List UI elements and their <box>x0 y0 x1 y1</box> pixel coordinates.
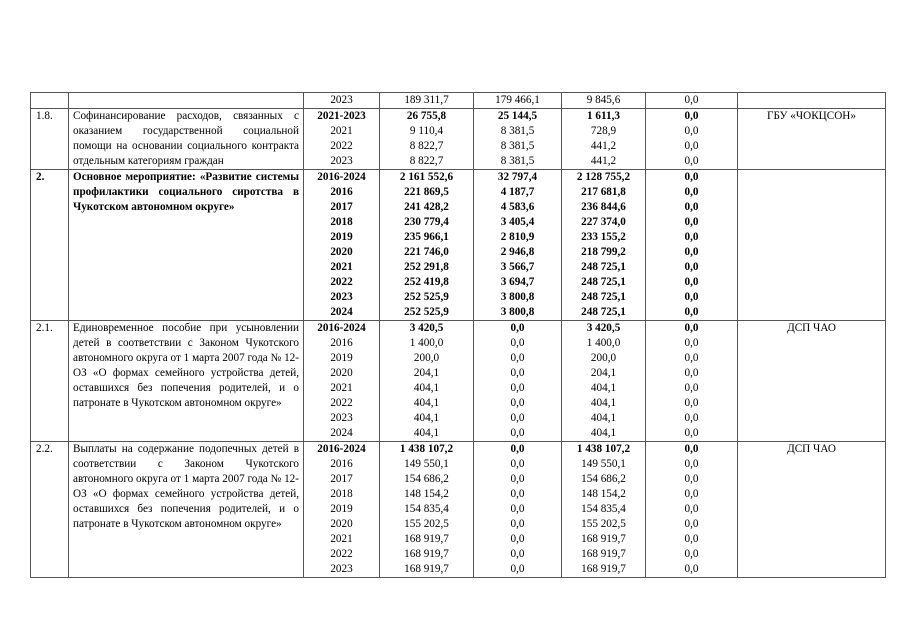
regional-budget-cell: 168 919,7 <box>581 563 626 575</box>
year-cell: 2021 <box>330 382 353 394</box>
total-amount-cell: 404,1 <box>413 382 440 394</box>
regional-budget-cell: 168 919,7 <box>581 548 626 560</box>
regional-budget-column <box>562 170 646 321</box>
federal-budget-cell: 8 381,5 <box>500 155 535 167</box>
regional-budget-cell: 404,1 <box>590 382 617 394</box>
other-sources-cell: 0,0 <box>684 397 699 409</box>
year-cell: 2016 <box>330 186 353 198</box>
year-cell: 2022 <box>330 276 353 288</box>
total-amount-cell: 252 291,8 <box>404 261 449 273</box>
year-cell: 2021 <box>330 261 353 273</box>
total-amount-cell: 2 161 552,6 <box>399 171 454 183</box>
federal-budget-cell: 0,0 <box>510 337 525 349</box>
total-amount-cell: 168 919,7 <box>404 563 449 575</box>
regional-budget-cell: 3 420,5 <box>586 322 621 334</box>
total-amount-column <box>380 93 474 109</box>
regional-budget-cell: 233 155,2 <box>581 231 626 243</box>
other-sources-cell: 0,0 <box>684 186 699 198</box>
total-amount-cell: 1 438 107,2 <box>399 443 454 455</box>
other-sources-cell: 0,0 <box>684 548 699 560</box>
regional-budget-cell: 248 725,1 <box>581 291 626 303</box>
other-sources-cell: 0,0 <box>684 367 699 379</box>
regional-budget-cell: 728,9 <box>590 125 617 137</box>
regional-budget-cell: 2 128 755,2 <box>576 171 631 183</box>
regional-budget-cell: 1 438 107,2 <box>576 443 631 455</box>
regional-budget-column <box>562 109 646 170</box>
total-amount-cell: 404,1 <box>413 427 440 439</box>
federal-budget-cell: 4 187,7 <box>500 186 535 198</box>
regional-budget-cell: 149 550,1 <box>581 458 626 470</box>
table-row <box>31 93 886 109</box>
total-amount-cell: 189 311,7 <box>404 94 449 106</box>
year-cell: 2020 <box>330 518 353 530</box>
year-cell: 2019 <box>330 352 353 364</box>
other-sources-cell: 0,0 <box>684 458 699 470</box>
year-column <box>304 442 380 578</box>
year-cell: 2023 <box>330 563 353 575</box>
year-cell: 2022 <box>330 397 353 409</box>
year-cell: 2016-2024 <box>317 443 366 455</box>
other-sources-cell: 0,0 <box>684 276 699 288</box>
regional-budget-cell: 200,0 <box>590 352 617 364</box>
federal-budget-column <box>474 170 562 321</box>
total-amount-column <box>380 442 474 578</box>
year-column <box>304 109 380 170</box>
year-cell: 2020 <box>330 367 353 379</box>
federal-budget-cell: 0,0 <box>510 352 525 364</box>
total-amount-cell: 241 428,2 <box>404 201 449 213</box>
other-sources-column <box>646 93 738 109</box>
other-sources-cell: 0,0 <box>684 322 699 334</box>
year-cell: 2021 <box>330 533 353 545</box>
year-cell: 2016-2024 <box>317 171 366 183</box>
total-amount-cell: 252 525,9 <box>404 291 449 303</box>
regional-budget-cell: 248 725,1 <box>581 276 626 288</box>
year-cell: 2023 <box>330 155 353 167</box>
federal-budget-cell: 0,0 <box>510 503 525 515</box>
other-sources-cell: 0,0 <box>684 488 699 500</box>
executor-cell: ДСП ЧАО <box>738 442 886 578</box>
year-cell: 2024 <box>330 427 353 439</box>
regional-budget-cell: 404,1 <box>590 412 617 424</box>
table-row <box>31 109 886 170</box>
item-number-cell: 2.1. <box>31 321 69 442</box>
item-description-cell: Выплаты на содержание подопечных детей в соответствии с Законом Чукотского автономного округа от 1 марта 2007 года № 12-ОЗ «О формах семейного устройства детей, оставшихся без попечения родителей, и о патронате в Чукотском автономном округе» <box>69 442 304 578</box>
year-cell: 2024 <box>330 306 353 318</box>
other-sources-cell: 0,0 <box>684 140 699 152</box>
total-amount-cell: 168 919,7 <box>404 533 449 545</box>
total-amount-cell: 1 400,0 <box>409 337 444 349</box>
year-cell: 2016-2024 <box>317 322 366 334</box>
total-amount-cell: 200,0 <box>413 352 440 364</box>
year-cell: 2019 <box>330 503 353 515</box>
year-cell: 2018 <box>330 216 353 228</box>
federal-budget-cell: 0,0 <box>510 488 525 500</box>
other-sources-cell: 0,0 <box>684 443 699 455</box>
federal-budget-cell: 0,0 <box>510 443 525 455</box>
total-amount-cell: 204,1 <box>413 367 440 379</box>
regional-budget-column <box>562 321 646 442</box>
federal-budget-cell: 0,0 <box>510 458 525 470</box>
item-number-cell: 2. <box>31 170 69 321</box>
federal-budget-cell: 3 566,7 <box>500 261 535 273</box>
total-amount-column <box>380 109 474 170</box>
year-cell: 2022 <box>330 548 353 560</box>
federal-budget-cell: 0,0 <box>510 473 525 485</box>
year-column <box>304 170 380 321</box>
table-row <box>31 170 886 321</box>
item-description-cell: Единовременное пособие при усыновлении детей в соответствии с Законом Чукотского автономного округа от 1 марта 2007 года № 12-ОЗ «О формах семейного устройства детей, оставшихся без попечения родителей, и о патронате в Чукотском автономном округе» <box>69 321 304 442</box>
executor-cell <box>738 93 886 109</box>
federal-budget-column <box>474 321 562 442</box>
item-description-cell <box>69 93 304 109</box>
federal-budget-column <box>474 109 562 170</box>
federal-budget-cell: 8 381,5 <box>500 140 535 152</box>
other-sources-cell: 0,0 <box>684 563 699 575</box>
other-sources-cell: 0,0 <box>684 306 699 318</box>
year-cell: 2023 <box>330 94 353 106</box>
total-amount-cell: 154 835,4 <box>404 503 449 515</box>
federal-budget-cell: 0,0 <box>510 397 525 409</box>
total-amount-cell: 148 154,2 <box>404 488 449 500</box>
table-row <box>31 442 886 578</box>
other-sources-cell: 0,0 <box>684 110 699 122</box>
regional-budget-cell: 404,1 <box>590 397 617 409</box>
year-cell: 2020 <box>330 246 353 258</box>
other-sources-cell: 0,0 <box>684 171 699 183</box>
regional-budget-cell: 227 374,0 <box>581 216 626 228</box>
federal-budget-cell: 8 381,5 <box>500 125 535 137</box>
year-column <box>304 93 380 109</box>
federal-budget-cell: 3 800,8 <box>500 291 535 303</box>
year-cell: 2023 <box>330 291 353 303</box>
year-cell: 2019 <box>330 231 353 243</box>
other-sources-cell: 0,0 <box>684 473 699 485</box>
regional-budget-cell: 217 681,8 <box>581 186 626 198</box>
federal-budget-cell: 0,0 <box>510 412 525 424</box>
other-sources-column <box>646 321 738 442</box>
total-amount-cell: 221 869,5 <box>404 186 449 198</box>
other-sources-cell: 0,0 <box>684 94 699 106</box>
executor-cell: ДСП ЧАО <box>738 321 886 442</box>
other-sources-cell: 0,0 <box>684 216 699 228</box>
federal-budget-cell: 0,0 <box>510 382 525 394</box>
federal-budget-cell: 0,0 <box>510 322 525 334</box>
regional-budget-cell: 154 686,2 <box>581 473 626 485</box>
regional-budget-cell: 441,2 <box>590 155 617 167</box>
total-amount-cell: 155 202,5 <box>404 518 449 530</box>
regional-budget-cell: 1 400,0 <box>586 337 621 349</box>
other-sources-cell: 0,0 <box>684 261 699 273</box>
other-sources-cell: 0,0 <box>684 291 699 303</box>
other-sources-column <box>646 109 738 170</box>
regional-budget-column <box>562 93 646 109</box>
other-sources-cell: 0,0 <box>684 518 699 530</box>
total-amount-cell: 149 550,1 <box>404 458 449 470</box>
total-amount-cell: 8 822,7 <box>409 155 444 167</box>
other-sources-cell: 0,0 <box>684 246 699 258</box>
other-sources-cell: 0,0 <box>684 201 699 213</box>
total-amount-cell: 154 686,2 <box>404 473 449 485</box>
total-amount-cell: 221 746,0 <box>404 246 449 258</box>
table-row <box>31 321 886 442</box>
other-sources-cell: 0,0 <box>684 337 699 349</box>
year-cell: 2021-2023 <box>317 110 366 122</box>
federal-budget-cell: 0,0 <box>510 518 525 530</box>
other-sources-cell: 0,0 <box>684 503 699 515</box>
federal-budget-cell: 2 810,9 <box>500 231 535 243</box>
regional-budget-cell: 155 202,5 <box>581 518 626 530</box>
other-sources-cell: 0,0 <box>684 533 699 545</box>
regional-budget-column <box>562 442 646 578</box>
federal-budget-cell: 0,0 <box>510 533 525 545</box>
year-column <box>304 321 380 442</box>
regional-budget-cell: 148 154,2 <box>581 488 626 500</box>
total-amount-cell: 3 420,5 <box>409 322 444 334</box>
regional-budget-cell: 1 611,3 <box>587 110 620 122</box>
total-amount-cell: 252 419,8 <box>404 276 449 288</box>
federal-budget-column <box>474 93 562 109</box>
year-cell: 2018 <box>330 488 353 500</box>
federal-budget-column <box>474 442 562 578</box>
other-sources-cell: 0,0 <box>684 412 699 424</box>
executor-cell <box>738 170 886 321</box>
other-sources-cell: 0,0 <box>684 352 699 364</box>
other-sources-column <box>646 442 738 578</box>
other-sources-cell: 0,0 <box>684 125 699 137</box>
regional-budget-cell: 441,2 <box>590 140 617 152</box>
other-sources-cell: 0,0 <box>684 382 699 394</box>
federal-budget-cell: 2 946,8 <box>500 246 535 258</box>
item-number-cell: 1.8. <box>31 109 69 170</box>
total-amount-column <box>380 170 474 321</box>
total-amount-column <box>380 321 474 442</box>
total-amount-cell: 9 110,4 <box>409 125 444 137</box>
federal-budget-cell: 0,0 <box>510 367 525 379</box>
regional-budget-cell: 168 919,7 <box>581 533 626 545</box>
item-description-cell: Основное мероприятие: «Развитие системы профилактики социального сиротства в Чукотском автономном округе» <box>69 170 304 321</box>
federal-budget-cell: 0,0 <box>510 548 525 560</box>
regional-budget-cell: 236 844,6 <box>581 201 626 213</box>
federal-budget-cell: 32 797,4 <box>497 171 538 183</box>
total-amount-cell: 404,1 <box>413 397 440 409</box>
other-sources-cell: 0,0 <box>684 231 699 243</box>
regional-budget-cell: 248 725,1 <box>581 306 626 318</box>
year-cell: 2016 <box>330 458 353 470</box>
total-amount-cell: 168 919,7 <box>404 548 449 560</box>
year-cell: 2017 <box>330 473 353 485</box>
federal-budget-cell: 0,0 <box>510 427 525 439</box>
total-amount-cell: 252 525,9 <box>404 306 449 318</box>
regional-budget-cell: 9 845,6 <box>586 94 621 106</box>
total-amount-cell: 404,1 <box>413 412 440 424</box>
total-amount-cell: 8 822,7 <box>409 140 444 152</box>
federal-budget-cell: 25 144,5 <box>497 110 538 122</box>
other-sources-column <box>646 170 738 321</box>
total-amount-cell: 230 779,4 <box>404 216 449 228</box>
federal-budget-cell: 3 405,4 <box>500 216 535 228</box>
table-body <box>31 93 886 578</box>
other-sources-cell: 0,0 <box>684 155 699 167</box>
year-cell: 2017 <box>330 201 353 213</box>
federal-budget-cell: 4 583,6 <box>500 201 535 213</box>
year-cell: 2022 <box>330 140 353 152</box>
regional-budget-cell: 248 725,1 <box>581 261 626 273</box>
other-sources-cell: 0,0 <box>684 427 699 439</box>
federal-budget-cell: 3 800,8 <box>500 306 535 318</box>
executor-cell: ГБУ «ЧОКЦСОН» <box>738 109 886 170</box>
federal-budget-cell: 179 466,1 <box>495 94 540 106</box>
regional-budget-cell: 154 835,4 <box>581 503 626 515</box>
year-cell: 2021 <box>330 125 353 137</box>
item-description-cell: Софинансирование расходов, связанных с оказанием государственной социальной помощи на основании социального контракта отдельным категориям граждан <box>69 109 304 170</box>
total-amount-cell: 26 755,8 <box>406 110 447 122</box>
year-cell: 2023 <box>330 412 353 424</box>
regional-budget-cell: 204,1 <box>590 367 617 379</box>
funding-table <box>30 92 886 578</box>
federal-budget-cell: 3 694,7 <box>500 276 535 288</box>
item-number-cell: 2.2. <box>31 442 69 578</box>
regional-budget-cell: 404,1 <box>590 427 617 439</box>
federal-budget-cell: 0,0 <box>510 563 525 575</box>
item-number-cell <box>31 93 69 109</box>
year-cell: 2016 <box>330 337 353 349</box>
regional-budget-cell: 218 799,2 <box>581 246 626 258</box>
total-amount-cell: 235 966,1 <box>404 231 449 243</box>
